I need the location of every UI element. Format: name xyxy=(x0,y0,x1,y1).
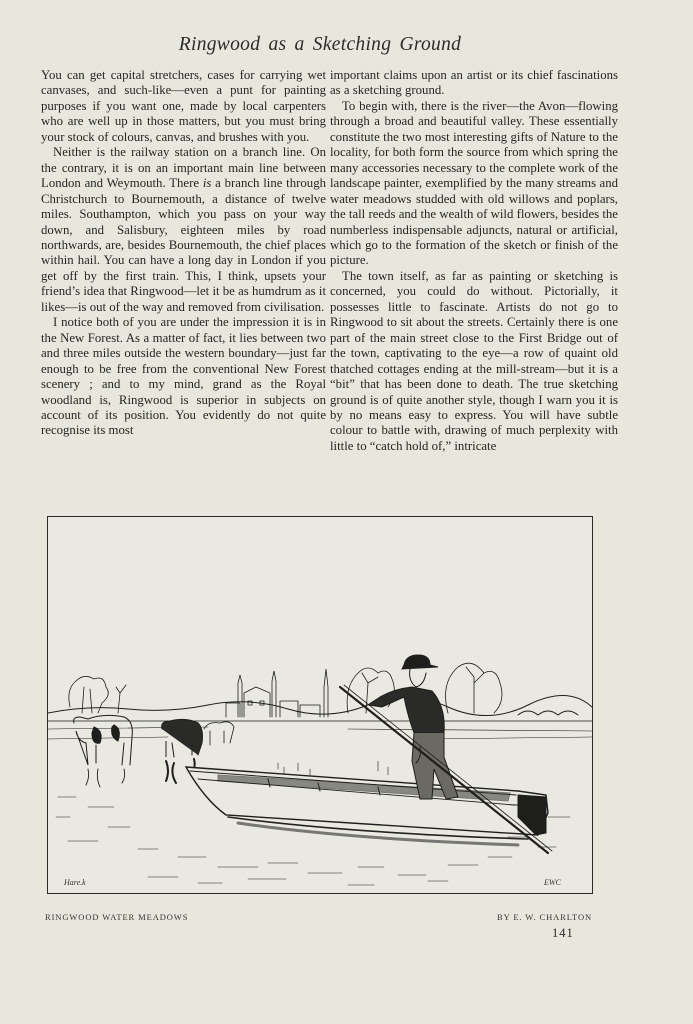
cow-reflections xyxy=(86,759,195,787)
paragraph-text: a branch line through Christchurch to Bournemouth, a distance of twelve miles. Southampton, which you pass on your way down, and Salisbury, eighteen miles by road northwards, are, besides Bournemouth, the chief places within hail. You can have a long day in London if you get off by the first train. This, I think, upsets your friend’s idea that Ringwood—let it be as humdrum as it likes—is out of the way and removed from civilisation. xyxy=(41,176,326,314)
engraver-mark: Hare.k xyxy=(64,878,86,887)
paragraph: To begin with, there is the river—the Avon—flowing through a broad and beautiful valley. These essentially constitute the two most interesting gifts of Nature to the locality, for both form the source from which spring the many accessories necessary to the complete work of the landscape painter, exemplified by the many streams and water meadows studded with old willows and poplars, the tall reeds and the wealth of wild flowers, besides the numberless indispensable adjuncts, natural or artificial, which go to the formation of the sketch or finish of the picture. xyxy=(330,98,618,268)
paragraph: important claims upon an artist or its chief fascinations as a sketching ground. xyxy=(330,68,618,98)
cow-front xyxy=(74,715,133,765)
cow-back xyxy=(204,722,234,745)
punt-boat xyxy=(186,767,548,845)
paragraph: You can get capital stretchers, cases for carrying wet canvases, and such-like—even a punt for painting purposes if you want one, made by local carpenters who are well up in those matters, but you must bring your stock of colours, canvas, and brushes with you. xyxy=(41,68,326,144)
text-column-right xyxy=(330,68,618,454)
artist-monogram: EWC xyxy=(544,878,561,887)
illustration-drawing xyxy=(48,517,592,893)
emphasis: is xyxy=(202,176,212,191)
text-column-left xyxy=(41,68,326,439)
plate-caption-title: RINGWOOD WATER MEADOWS xyxy=(45,912,189,922)
cow-middle xyxy=(162,719,203,757)
illustration-plate xyxy=(47,516,593,894)
town-buildings xyxy=(226,669,328,717)
paragraph: The town itself, as far as painting or sketching is concerned, you could do without. Pictorially, it possesses little to fascinate. Artists do not go to Ringwood to sit about the streets. Certainly there is one part of the main street close to the First Bridge out of the town, captivating to the eye—a row of quaint old thatched cottages ending at the mill-stream—but it is a “bit” that has been done to death. The true sketching ground is of quite another style, though I warn you it is by no means easy to express. You will have subtle colour to battle with, drawing of much perplexity with little to “catch hold of,” intricate xyxy=(330,268,618,453)
paragraph-text: Neither is the railway station on a branch line. On the contrary, it is on an important main line between London and Weymouth. There xyxy=(41,145,326,191)
paragraph xyxy=(41,145,326,315)
page-number: 141 xyxy=(552,926,574,940)
boatman-figure xyxy=(368,655,458,799)
plate-caption-credit: BY E. W. CHARLTON xyxy=(497,912,593,922)
paragraph: I notice both of you are under the impression it is in the New Forest. As a matter of fact, it lies between two and three miles outside the western boundary—just far enough to be free from the conventional New Forest scenery ; and to my mind, grand as the Royal woodland is, Ringwood is superior in subjects on account of its position. You evidently do not quite recognise its most xyxy=(41,315,326,438)
running-head: Ringwood as a Sketching Ground xyxy=(178,34,462,55)
